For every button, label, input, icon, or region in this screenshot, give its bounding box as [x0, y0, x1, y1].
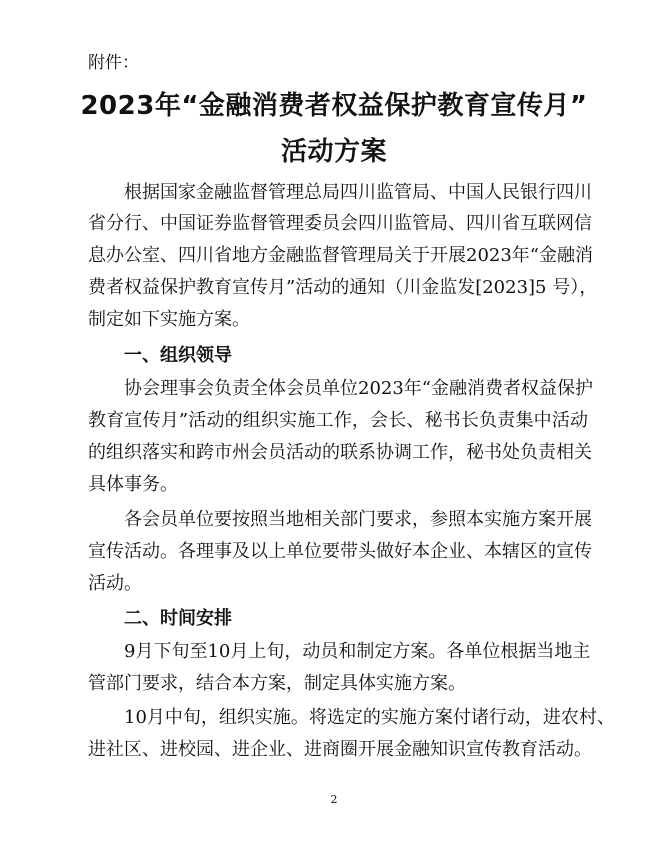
paragraph-line: 教育宣传月”活动的组织实施工作，会长、秘书长负责集中活动	[88, 410, 588, 431]
paragraph-line: 具体事务。	[88, 474, 178, 495]
paragraph-line: 的组织落实和跨市州会员活动的联系协调工作，秘书处负责相关	[88, 442, 592, 463]
intro-line: 省分行、中国证券监督管理委员会四川监管局、四川省互联网信	[88, 213, 592, 234]
paragraph-line: 9月下旬至10月上旬，动员和制定方案。各单位根据当地主	[124, 641, 591, 662]
attachment-label: 附件：	[88, 53, 139, 73]
paragraph-line: 协会理事会负责全体会员单位2023年“金融消费者权益保护	[124, 378, 594, 399]
section-heading-organization: 一、组织领导	[124, 345, 232, 366]
paragraph-line: 活动。	[88, 573, 142, 594]
intro-line: 制定如下实施方案。	[88, 309, 250, 330]
paragraph-line: 10月中旬，组织实施。将选定的实施方案付诸行动，进农村、	[124, 707, 615, 728]
section-heading-schedule: 二、时间安排	[124, 608, 232, 629]
intro-line: 根据国家金融监督管理总局四川监管局、中国人民银行四川	[124, 182, 592, 203]
document-title-line-1: 2023年“金融消费者权益保护教育宣传月”	[80, 91, 588, 121]
paragraph-line: 管部门要求，结合本方案，制定具体实施方案。	[88, 673, 466, 694]
document-title-line-2: 活动方案	[280, 137, 387, 167]
paragraph-line: 宣传活动。各理事及以上单位要带头做好本企业、本辖区的宣传	[88, 541, 592, 562]
paragraph-line: 进社区、进校园、进企业、进商圈开展金融知识宣传教育活动。	[88, 739, 592, 760]
intro-line: 息办公室、四川省地方金融监督管理局关于开展2023年“金融消	[88, 245, 594, 266]
intro-line: 费者权益保护教育宣传月”活动的通知（川金监发[2023]5 号），	[88, 277, 598, 298]
paragraph-line: 各会员单位要按照当地相关部门要求，参照本实施方案开展	[124, 509, 592, 530]
page-number: 2	[330, 793, 338, 806]
